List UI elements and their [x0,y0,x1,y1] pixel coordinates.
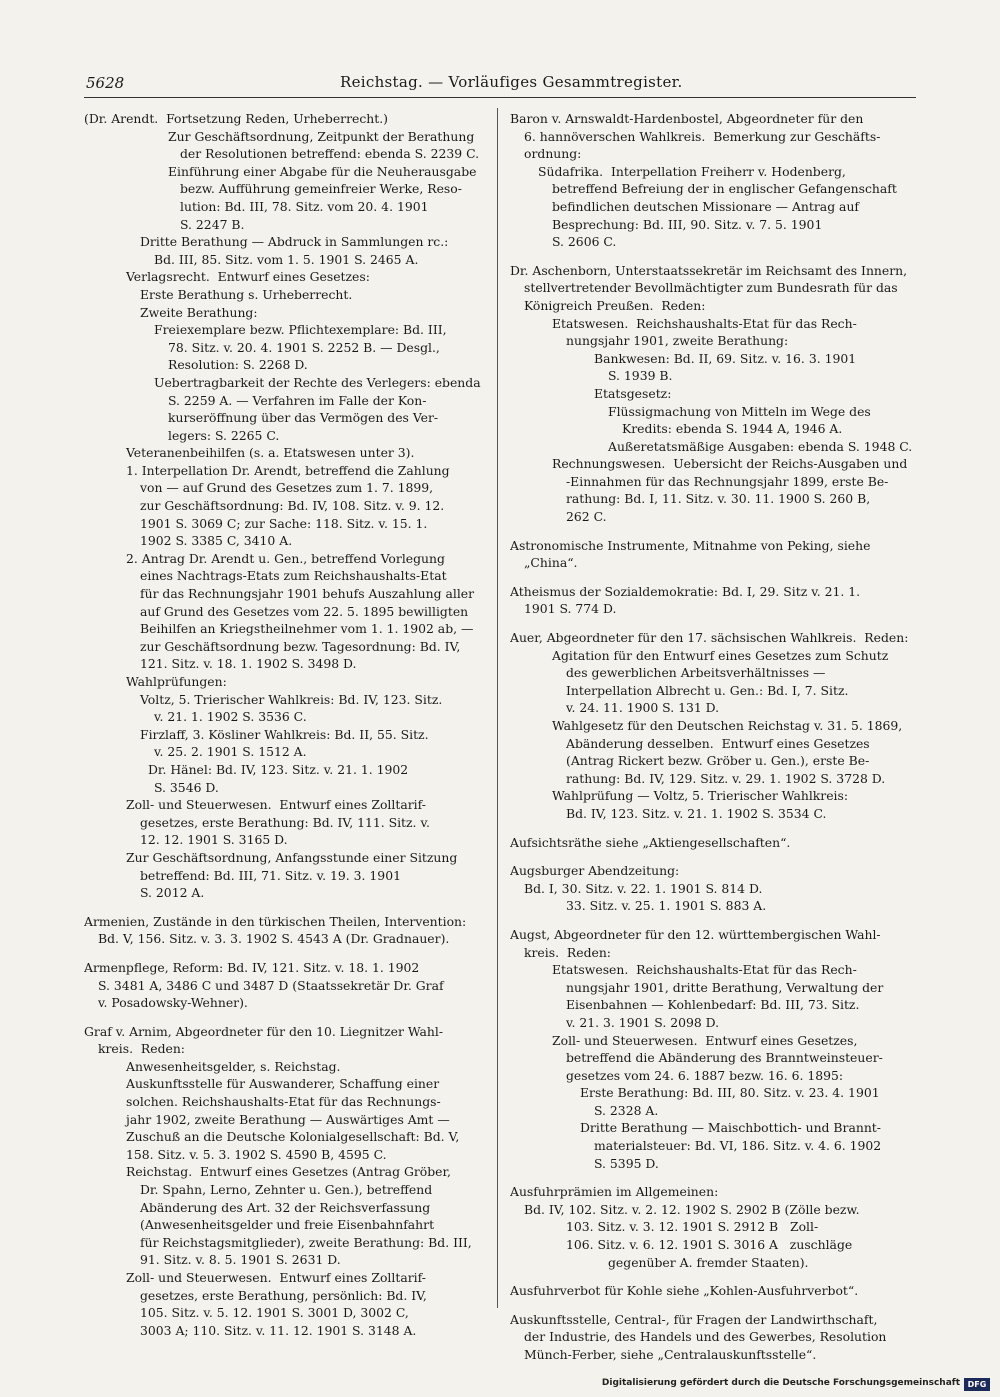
index-line: Zoll- und Steuerwesen. Entwurf eines Gesetzes, [552,1032,858,1048]
index-line: 158. Sitz. v. 5. 3. 1902 S. 4590 B, 4595 C. [126,1146,387,1162]
index-line: kreis. Reden: [98,1041,185,1057]
index-line: Bd. III, 85. Sitz. vom 1. 5. 1901 S. 2465 A. [154,251,419,267]
index-line: Dr. Hänel: Bd. IV, 123. Sitz. v. 21. 1. 1902 [148,761,409,777]
index-line: ordnung: [524,146,582,162]
column-divider [497,108,498,1308]
entry-spacer [510,1300,920,1311]
index-line: Augst, Abgeordneter für den 12. württembergischen Wahl- [510,926,881,942]
index-line: (Antrag Rickert bezw. Gröber u. Gen.), erste Be- [566,753,870,769]
index-line: v. 24. 11. 1900 S. 131 D. [566,700,720,716]
entry-spacer [84,1012,494,1023]
index-line: Agitation für den Entwurf eines Gesetzes zum Schutz [552,647,889,663]
index-line: zur Geschäftsordnung bezw. Tagesordnung: Bd. IV, [140,638,461,654]
index-line: S. 2606 C. [552,234,617,250]
index-line: „China“. [524,555,578,571]
index-line: Etatswesen. Reichshaushalts-Etat für das Rech- [552,315,857,331]
index-line: Königreich Preußen. Reden: [524,297,706,313]
index-line: v. 21. 3. 1901 S. 2098 D. [566,1014,720,1030]
index-line: Zweite Berathung: [140,304,258,320]
entry-spacer [510,1271,920,1282]
index-line: Wahlprüfungen: [126,674,227,689]
index-line: Uebertragbarkeit der Rechte des Verlegers: ebenda [154,374,481,390]
index-line: solchen. Reichshaushalts-Etat für das Rechnungs- [126,1094,441,1110]
entry-spacer [510,572,920,583]
index-line: Augsburger Abendzeitung: [510,863,680,879]
index-line: Etatswesen. Reichshaushalts-Etat für das Rech- [552,962,857,978]
index-line: Firzlaff, 3. Kösliner Wahlkreis: Bd. II, 55. Sitz. [140,726,429,742]
index-line: lution: Bd. III, 78. Sitz. vom 20. 4. 1901 [180,198,429,214]
index-line: Zur Geschäftsordnung, Anfangsstunde einer Sitzung [126,849,458,865]
index-line: 33. Sitz. v. 25. 1. 1901 S. 883 A. [566,898,767,914]
index-line: Dr. Aschenborn, Unterstaatssekretär im Reichsamt des Innern, [510,262,908,278]
index-line: des gewerblichen Arbeitsverhältnisses — [566,665,826,681]
index-line: gegenüber A. fremder Staaten). [608,1254,809,1270]
index-line: Bd. IV, 123. Sitz. v. 21. 1. 1902 S. 3534 C. [566,805,827,821]
index-line: Auer, Abgeordneter für den 17. sächsischen Wahlkreis. Reden: [510,630,909,646]
index-line: Armenpflege, Reform: Bd. IV, 121. Sitz. v. 18. 1. 1902 [84,959,420,975]
index-line: Einführung einer Abgabe für die Neuherausgabe [168,163,477,179]
index-line: 1902 S. 3385 C, 3410 A. [140,533,293,549]
index-line: Zoll- und Steuerwesen. Entwurf eines Zolltarif- [126,797,426,813]
index-line: zur Geschäftsordnung: Bd. IV, 108. Sitz. v. 9. 12. [140,498,445,514]
index-line: Wahlgesetz für den Deutschen Reichstag v. 31. 5. 1869, [552,718,903,733]
index-line: 78. Sitz. v. 20. 4. 1901 S. 2252 B. — Desgl., [168,339,440,355]
index-line: Abänderung des Art. 32 der Reichsverfassung [140,1199,431,1215]
index-line: Graf v. Arnim, Abgeordneter für den 10. Liegnitzer Wahl- [84,1023,444,1039]
index-line: Reichstag. Entwurf eines Gesetzes (Antrag Gröber, [126,1164,451,1180]
index-line: -Einnahmen für das Rechnungsjahr 1899, erste Be- [566,473,889,489]
index-line: S. 2259 A. — Verfahren im Falle der Kon- [168,392,427,408]
index-line: für Reichstagsmitglieder), zweite Berathung: Bd. III, [140,1234,472,1250]
index-line: 2. Antrag Dr. Arendt u. Gen., betreffend Vorlegung [126,550,445,566]
index-line: Münch-Ferber, siehe „Centralauskunftsstelle“. [524,1347,817,1362]
index-line: Beihilfen an Kriegstheilnehmer vom 1. 1. 1902 ab, — [140,621,474,637]
index-line: Kredits: ebenda S. 1944 A, 1946 A. [622,421,843,437]
entry-spacer [510,618,920,629]
index-line: 1901 S. 3069 C; zur Sache: 118. Sitz. v. 15. 1. [140,515,428,531]
index-line: Rechnungswesen. Uebersicht der Reichs-Ausgaben und [552,456,908,472]
index-line: der Resolutionen betreffend: ebenda S. 2239 C. [180,146,480,162]
index-line: Zuschuß an die Deutsche Kolonialgesellschaft: Bd. V, [126,1129,460,1145]
index-line: Armenien, Zustände in den türkischen Theilen, Intervention: [84,913,467,929]
index-line: Verlagsrecht. Entwurf eines Gesetzes: [126,269,370,285]
index-line: Etatsgesetz: [594,385,672,401]
running-head: Reichstag. — Vorläufiges Gesammtregister. [340,73,683,91]
index-line: Atheismus der Sozialdemokratie: Bd. I, 29. Sitz v. 21. 1. [510,583,861,599]
index-line: Wahlprüfung — Voltz, 5. Trierischer Wahlkreis: [552,788,849,804]
right-column [510,110,920,1364]
header-rule [84,97,916,98]
index-line: 1. Interpellation Dr. Arendt, betreffend die Zahlung [126,462,450,478]
footer-credit: Digitalisierung gefördert durch die Deutsche Forschungsgemeinschaft [601,1378,960,1388]
index-line: legers: S. 2265 C. [168,427,280,443]
index-line: betreffend: Bd. III, 71. Sitz. v. 19. 3. 1901 [140,867,401,883]
index-line: Besprechung: Bd. III, 90. Sitz. v. 7. 5. 1901 [552,216,823,232]
index-line: Flüssigmachung von Mitteln im Wege des [608,403,871,419]
index-line: v. 21. 1. 1902 S. 3536 C. [154,709,307,725]
index-line: von — auf Grund des Gesetzes zum 1. 7. 1899, [140,480,434,496]
index-line: Außeretatsmäßige Ausgaben: ebenda S. 1948 C. [608,438,913,454]
index-line: betreffend Befreiung der in englischer Gefangenschaft [552,181,897,197]
index-line: v. 25. 2. 1901 S. 1512 A. [154,744,307,760]
index-line: 262 C. [566,509,607,525]
index-line: gesetzes vom 24. 6. 1887 bezw. 16. 6. 1895: [566,1067,844,1083]
index-line: kurseröffnung über das Vermögen des Ver- [168,410,439,426]
index-line: S. 3481 A, 3486 C und 3487 D (Staatssekretär Dr. Graf [98,977,444,993]
index-line: Astronomische Instrumente, Mitnahme von Peking, siehe [510,537,871,553]
index-line: rathung: Bd. I, 11. Sitz. v. 30. 11. 1900 S. 260 B, [566,491,871,507]
index-line: 121. Sitz. v. 18. 1. 1902 S. 3498 D. [140,656,357,672]
index-line: Auskunftsstelle für Auswanderer, Schaffung einer [126,1076,440,1092]
index-line: bezw. Aufführung gemeinfreier Werke, Reso- [180,181,462,197]
page-number: 5628 [86,74,125,92]
index-line: S. 3546 D. [154,779,219,795]
index-line: Dritte Berathung — Abdruck in Sammlungen rc.: [140,234,449,250]
index-line: S. 5395 D. [594,1155,659,1171]
index-line: Veteranenbeihilfen (s. a. Etatswesen unter 3). [126,445,415,461]
dfg-logo: DFG [964,1378,990,1391]
index-line: Bd. IV, 102. Sitz. v. 2. 12. 1902 S. 2902 B (Zölle bezw. [524,1201,860,1217]
index-line: (Dr. Arendt. Fortsetzung Reden, Urheberrecht.) [84,111,389,126]
index-line: Abänderung desselben. Entwurf eines Gesetzes [566,735,870,751]
index-line: Bd. V, 156. Sitz. v. 3. 3. 1902 S. 4543 A (Dr. Gradnauer). [98,931,450,947]
index-line: (Anwesenheitsgelder und freie Eisenbahnfahrt [140,1217,435,1233]
left-column [84,110,494,1339]
index-line: rathung: Bd. IV, 129. Sitz. v. 29. 1. 1902 S. 3728 D. [566,770,886,786]
index-line: auf Grund des Gesetzes vom 22. 5. 1895 bewilligten [140,603,469,619]
entry-spacer [510,851,920,862]
index-line: 106. Sitz. v. 6. 12. 1901 S. 3016 A zuschläge [566,1237,853,1253]
index-line: materialsteuer: Bd. VI, 186. Sitz. v. 4. 6. 1902 [594,1138,882,1154]
index-line: 12. 12. 1901 S. 3165 D. [140,832,288,848]
index-line: Dritte Berathung — Maischbottich- und Brannt- [580,1120,881,1136]
index-line: 3003 A; 110. Sitz. v. 11. 12. 1901 S. 3148 A. [140,1322,417,1338]
index-line: Bankwesen: Bd. II, 69. Sitz. v. 16. 3. 1901 [594,350,857,366]
index-line: Zur Geschäftsordnung, Zeitpunkt der Berathung [168,128,475,144]
index-line: jahr 1902, zweite Berathung — Auswärtiges Amt — [126,1111,450,1127]
index-line: nungsjahr 1901, zweite Berathung: [566,333,789,349]
entry-spacer [510,251,920,262]
index-line: 103. Sitz. v. 3. 12. 1901 S. 2912 B Zoll- [566,1219,819,1235]
entry-spacer [510,915,920,926]
index-line: S. 1939 B. [608,368,673,384]
index-line: 6. hannöverschen Wahlkreis. Bemerkung zur Geschäfts- [524,128,881,144]
index-line: Auskunftsstelle, Central-, für Fragen der Landwirthschaft, [510,1311,878,1327]
index-line: Dr. Spahn, Lerno, Zehnter u. Gen.), betreffend [140,1182,433,1198]
entry-spacer [84,902,494,913]
index-line: Baron v. Arnswaldt-Hardenbostel, Abgeordneter für den [510,111,864,126]
entry-spacer [510,1172,920,1183]
index-line: 1901 S. 774 D. [524,601,617,617]
index-line: befindlichen deutschen Missionare — Antrag auf [552,198,860,214]
entry-spacer [510,526,920,537]
index-line: S. 2328 A. [594,1102,659,1118]
index-line: Eisenbahnen — Kohlenbedarf: Bd. III, 73. Sitz. [566,997,860,1013]
index-line: 105. Sitz. v. 5. 12. 1901 S. 3001 D, 3002 C, [140,1305,409,1321]
index-line: Resolution: S. 2268 D. [168,357,308,373]
index-line: S. 2012 A. [140,885,205,901]
index-line: kreis. Reden: [524,944,611,960]
index-line: betreffend die Abänderung des Branntweinsteuer- [566,1050,883,1066]
index-line: gesetzes, erste Berathung, persönlich: Bd. IV, [140,1287,427,1303]
index-line: Voltz, 5. Trierischer Wahlkreis: Bd. IV, 123. Sitz. [140,691,443,707]
index-line: der Industrie, des Handels und des Gewerbes, Resolution [524,1329,887,1345]
index-line: S. 2247 B. [180,216,245,232]
index-line: Interpellation Albrecht u. Gen.: Bd. I, 7. Sitz. [566,682,849,698]
index-line: Anwesenheitsgelder, s. Reichstag. [126,1058,341,1074]
entry-spacer [84,948,494,959]
index-line: nungsjahr 1901, dritte Berathung, Verwaltung der [566,979,884,995]
index-line: Freiexemplare bezw. Pflichtexemplare: Bd. III, [154,322,447,338]
index-line: Erste Berathung s. Urheberrecht. [140,286,353,302]
index-line: stellvertretender Bevollmächtigter zum Bundesrath für das [524,280,898,296]
index-line: Aufsichtsräthe siehe „Aktiengesellschaften“. [510,834,791,850]
index-line: Zoll- und Steuerwesen. Entwurf eines Zolltarif- [126,1270,426,1285]
entry-spacer [510,823,920,834]
index-line: eines Nachtrags-Etats zum Reichshaushalts-Etat [140,568,447,584]
index-line: 91. Sitz. v. 8. 5. 1901 S. 2631 D. [140,1252,341,1268]
index-line: Ausfuhrprämien im Allgemeinen: [510,1184,719,1200]
index-line: Ausfuhrverbot für Kohle siehe „Kohlen-Ausfuhrverbot“. [510,1283,859,1299]
index-line: Südafrika. Interpellation Freiherr v. Hodenberg, [538,163,846,179]
index-line: gesetzes, erste Berathung: Bd. IV, 111. Sitz. v. [140,814,430,830]
index-line: Erste Berathung: Bd. III, 80. Sitz. v. 23. 4. 1901 [580,1085,880,1101]
index-line: für das Rechnungsjahr 1901 behufs Auszahlung aller [140,586,475,602]
index-line: v. Posadowsky-Wehner). [98,995,248,1011]
index-line: Bd. I, 30. Sitz. v. 22. 1. 1901 S. 814 D. [524,880,763,896]
